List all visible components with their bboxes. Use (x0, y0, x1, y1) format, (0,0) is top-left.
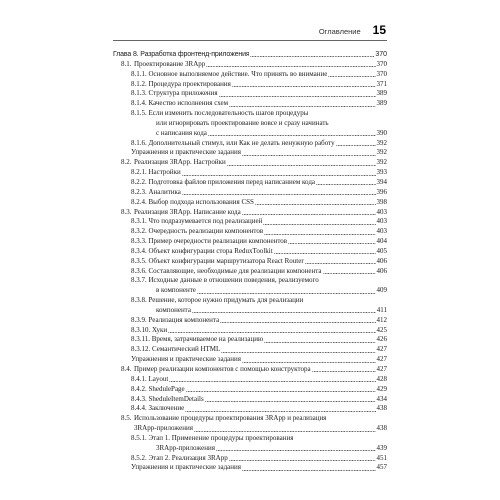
toc-entry (113, 286, 387, 296)
dot-leader (336, 145, 376, 146)
toc-entry-page: 392 (376, 158, 387, 167)
toc-entry (113, 139, 387, 149)
toc-entry-title: 8.1.3. Структура приложения (131, 89, 218, 98)
dot-leader (185, 411, 375, 412)
toc-entry (113, 89, 387, 99)
toc-entry-title: 8.4.4. Заключение (131, 404, 185, 413)
toc-entry (113, 60, 387, 70)
toc-entry-page: 426 (376, 335, 387, 344)
dot-leader (227, 165, 376, 166)
dot-leader (328, 76, 375, 77)
running-header (319, 23, 386, 37)
toc-entry-title: 8.1.2. Процедура проектирования (131, 79, 231, 88)
toc-entry-title: с написания кода (156, 128, 207, 137)
toc-entry-title: 8.1.1. Основное выполняемое действие. Что принять во внимание (131, 69, 328, 78)
toc-entry-page: 425 (376, 325, 387, 334)
toc-entry-page: 403 (376, 217, 387, 226)
page-number: 15 (372, 23, 386, 37)
toc-entry (113, 414, 387, 424)
toc-entry (113, 267, 387, 277)
toc-entry-title: или игнорировать проектирование вовсе и сразу начинать (156, 118, 329, 127)
toc-entry (113, 257, 387, 267)
toc-entry (113, 316, 387, 326)
toc-entry-title: 8.3.3. Пример очередности реализации компонентов (131, 237, 288, 246)
dot-leader (264, 234, 375, 235)
toc-entry-page: 371 (376, 79, 387, 88)
toc-entry (113, 168, 387, 178)
toc-entry-number: 8.3. (121, 207, 132, 216)
toc-entry-page: 396 (376, 187, 387, 196)
toc-entry (113, 444, 387, 454)
toc-entry-title: 8.3.8. Решение, которое нужно придумать для реализации (131, 296, 304, 305)
toc-entry-page: 404 (376, 237, 387, 246)
toc-entry-page: 438 (376, 424, 387, 433)
toc-entry-page: 403 (376, 207, 387, 216)
toc-entry (113, 306, 387, 316)
header-rule (113, 40, 387, 41)
toc-entry (113, 385, 387, 395)
toc-entry-page: 412 (376, 315, 387, 324)
toc-entry-title: Проектирование 3RApp (134, 59, 206, 68)
toc-entry-title: 8.2.4. Выбор подхода использования CSS (131, 197, 254, 206)
toc-entry-title: 8.3.5. Объект конфигурации маршрутизатора React Router (131, 256, 304, 265)
toc-entry-title: 8.3.10. Хуки (131, 325, 168, 334)
dot-leader (206, 66, 375, 67)
dot-leader (192, 312, 376, 313)
dot-leader (219, 96, 376, 97)
toc-entry (113, 463, 387, 473)
dot-leader (316, 184, 375, 185)
toc-entry-title: 8.1.6. Дополнительный стимул, или Как не делать ненужную работу (131, 138, 335, 147)
toc-entry (113, 355, 387, 365)
toc-entry (113, 227, 387, 237)
dot-leader (182, 175, 376, 176)
dot-leader (255, 204, 376, 205)
toc-entry-page: 389 (376, 99, 387, 108)
toc-entry-page: 403 (376, 227, 387, 236)
toc-entry-page: 451 (376, 453, 387, 462)
toc-entry-page: 370 (376, 59, 387, 68)
toc-entry (113, 198, 387, 208)
toc-entry-page: 394 (376, 177, 387, 186)
toc-entry (113, 296, 387, 306)
dot-leader (220, 322, 375, 323)
toc-entry-title: в компоненте (156, 286, 196, 295)
toc-entry (113, 208, 387, 218)
toc-entry-page: 392 (376, 148, 387, 157)
toc-entry (113, 424, 387, 434)
toc-entry-title: 3RApp-приложения (156, 443, 215, 452)
toc-entry-number: 8.1. (121, 59, 132, 68)
toc-entry-title: 8.3.2. Очередность реализации компонентов (131, 227, 264, 236)
toc-entry-title: 8.5.1. Этап 1. Применение процедуры проектирования (131, 433, 294, 442)
dot-leader (250, 56, 374, 57)
toc-entry-title: Упражнения и практические задания (131, 463, 241, 472)
toc-entry (113, 188, 387, 198)
toc-entry (113, 247, 387, 257)
toc-entry-title: 8.1.5. Если изменить последовательность шагов процедуры (131, 109, 309, 118)
toc-entry (113, 276, 387, 286)
toc-entry (113, 50, 387, 60)
toc-entry-title: Упражнения и практические задания (131, 355, 241, 364)
dot-leader (305, 263, 376, 264)
toc-entry-page: 390 (376, 128, 387, 137)
toc-entry-page: 370 (375, 51, 387, 58)
toc-entry (113, 454, 387, 464)
dot-leader (288, 243, 375, 244)
toc-entry (113, 148, 387, 158)
dot-leader (232, 86, 376, 87)
toc-entry-title: 8.3.12. Семантический HTML (131, 345, 221, 354)
toc-entry-page: 392 (376, 138, 387, 147)
dot-leader (216, 450, 376, 451)
toc-entry-page: 409 (376, 286, 387, 295)
toc-entry (113, 178, 387, 188)
toc-entry (113, 365, 387, 375)
toc-entry (113, 129, 387, 139)
toc-entry (113, 345, 387, 355)
dot-leader (242, 155, 376, 156)
toc-entry-title: 8.4.2. ShedulePage (131, 384, 185, 393)
toc-entry (113, 395, 387, 405)
dot-leader (264, 342, 375, 343)
toc-entry-page: 405 (376, 246, 387, 255)
toc-entry (113, 404, 387, 414)
dot-leader (169, 381, 375, 382)
toc-entry-title: Глава 8. Разработка фронтенд-приложения (113, 51, 250, 58)
toc-entry (113, 70, 387, 80)
running-title: Оглавление (318, 27, 361, 36)
table-of-contents (113, 50, 387, 473)
toc-entry-title: 8.5.2. Этап 2. Реализация 3RApp (131, 453, 228, 462)
toc-entry-title: 8.1.4. Качество исполнения схем (131, 99, 229, 108)
toc-entry-page: 438 (376, 404, 387, 413)
toc-entry-page: 411 (376, 305, 387, 314)
dot-leader (229, 460, 376, 461)
toc-entry-number: 8.5. (121, 414, 132, 423)
toc-entry-title: 8.3.11. Время, затрачиваемое на реализацию (131, 335, 264, 344)
toc-entry-title: Реализация 3RApp. Написание кода (134, 207, 241, 216)
toc-entry-number: 8.2. (121, 158, 132, 167)
dot-leader (263, 224, 375, 225)
dot-leader (274, 253, 376, 254)
toc-entry-title: Упражнения и практические задания (131, 148, 241, 157)
toc-entry-page: 428 (376, 374, 387, 383)
dot-leader (194, 431, 376, 432)
dot-leader (312, 371, 376, 372)
toc-entry-title: 8.3.7. Исходные данные в отношении поведения, реализуемого (131, 276, 319, 285)
toc-entry-title: 8.2.1. Настройки (131, 168, 181, 177)
toc-entry-page: 429 (376, 384, 387, 393)
toc-entry (113, 326, 387, 336)
toc-entry-page: 398 (376, 197, 387, 206)
toc-entry-page: 439 (376, 443, 387, 452)
toc-entry (113, 99, 387, 109)
toc-entry-title: 8.3.6. Составляющие, необходимые для реализации компонента (131, 266, 322, 275)
toc-entry (113, 109, 387, 119)
dot-leader (229, 106, 375, 107)
toc-entry-title: Реализация 3RApp. Настройки (134, 158, 226, 167)
toc-entry-title: 8.3.4. Объект конфигурации стора ReduxToolkit (131, 246, 273, 255)
dot-leader (208, 135, 376, 136)
toc-entry-page: 434 (376, 394, 387, 403)
dot-leader (221, 352, 375, 353)
toc-entry (113, 80, 387, 90)
toc-entry-title: 3RApp-приложения (134, 424, 193, 433)
toc-entry (113, 375, 387, 385)
toc-entry-page: 406 (376, 256, 387, 265)
dot-leader (242, 470, 376, 471)
dot-leader (186, 391, 376, 392)
dot-leader (168, 332, 375, 333)
toc-entry-title: 8.4.3. SheduleItemDetails (131, 394, 204, 403)
toc-entry-title: компонента (156, 305, 191, 314)
toc-entry-title: Пример реализации компонентов с помощью конструктора (134, 365, 311, 373)
toc-entry-title: 8.4.1. Layout (131, 374, 169, 383)
toc-entry-page: 406 (376, 266, 387, 275)
dot-leader (323, 273, 376, 274)
dot-leader (242, 214, 376, 215)
toc-entry-number: 8.4. (121, 365, 132, 373)
toc-entry-page: 457 (376, 463, 387, 472)
toc-entry-title: 8.2.2. Подготовка файлов приложения перед написанием кода (131, 177, 316, 186)
toc-entry-title: 8.3.1. Что подразумевается под реализацией (131, 217, 263, 226)
toc-entry-title: Использование процедуры проектирования 3RApp и реализация (134, 414, 327, 423)
toc-entry (113, 434, 387, 444)
toc-entry-page: 427 (376, 355, 387, 364)
toc-entry (113, 335, 387, 345)
toc-entry (113, 158, 387, 168)
toc-entry (113, 119, 387, 129)
dot-leader (197, 293, 376, 294)
dot-leader (182, 194, 376, 195)
toc-entry-page: 393 (376, 168, 387, 177)
toc-entry-page: 427 (376, 345, 387, 354)
toc-entry (113, 237, 387, 247)
toc-entry-page: 427 (376, 365, 387, 373)
toc-entry-page: 370 (376, 69, 387, 78)
toc-entry-title: 8.2.3. Аналитика (131, 187, 181, 196)
toc-entry-title: 8.3.9. Реализация компонента (131, 315, 220, 324)
toc-entry-page: 389 (376, 89, 387, 98)
dot-leader (242, 362, 376, 363)
dot-leader (205, 401, 376, 402)
toc-entry (113, 217, 387, 227)
